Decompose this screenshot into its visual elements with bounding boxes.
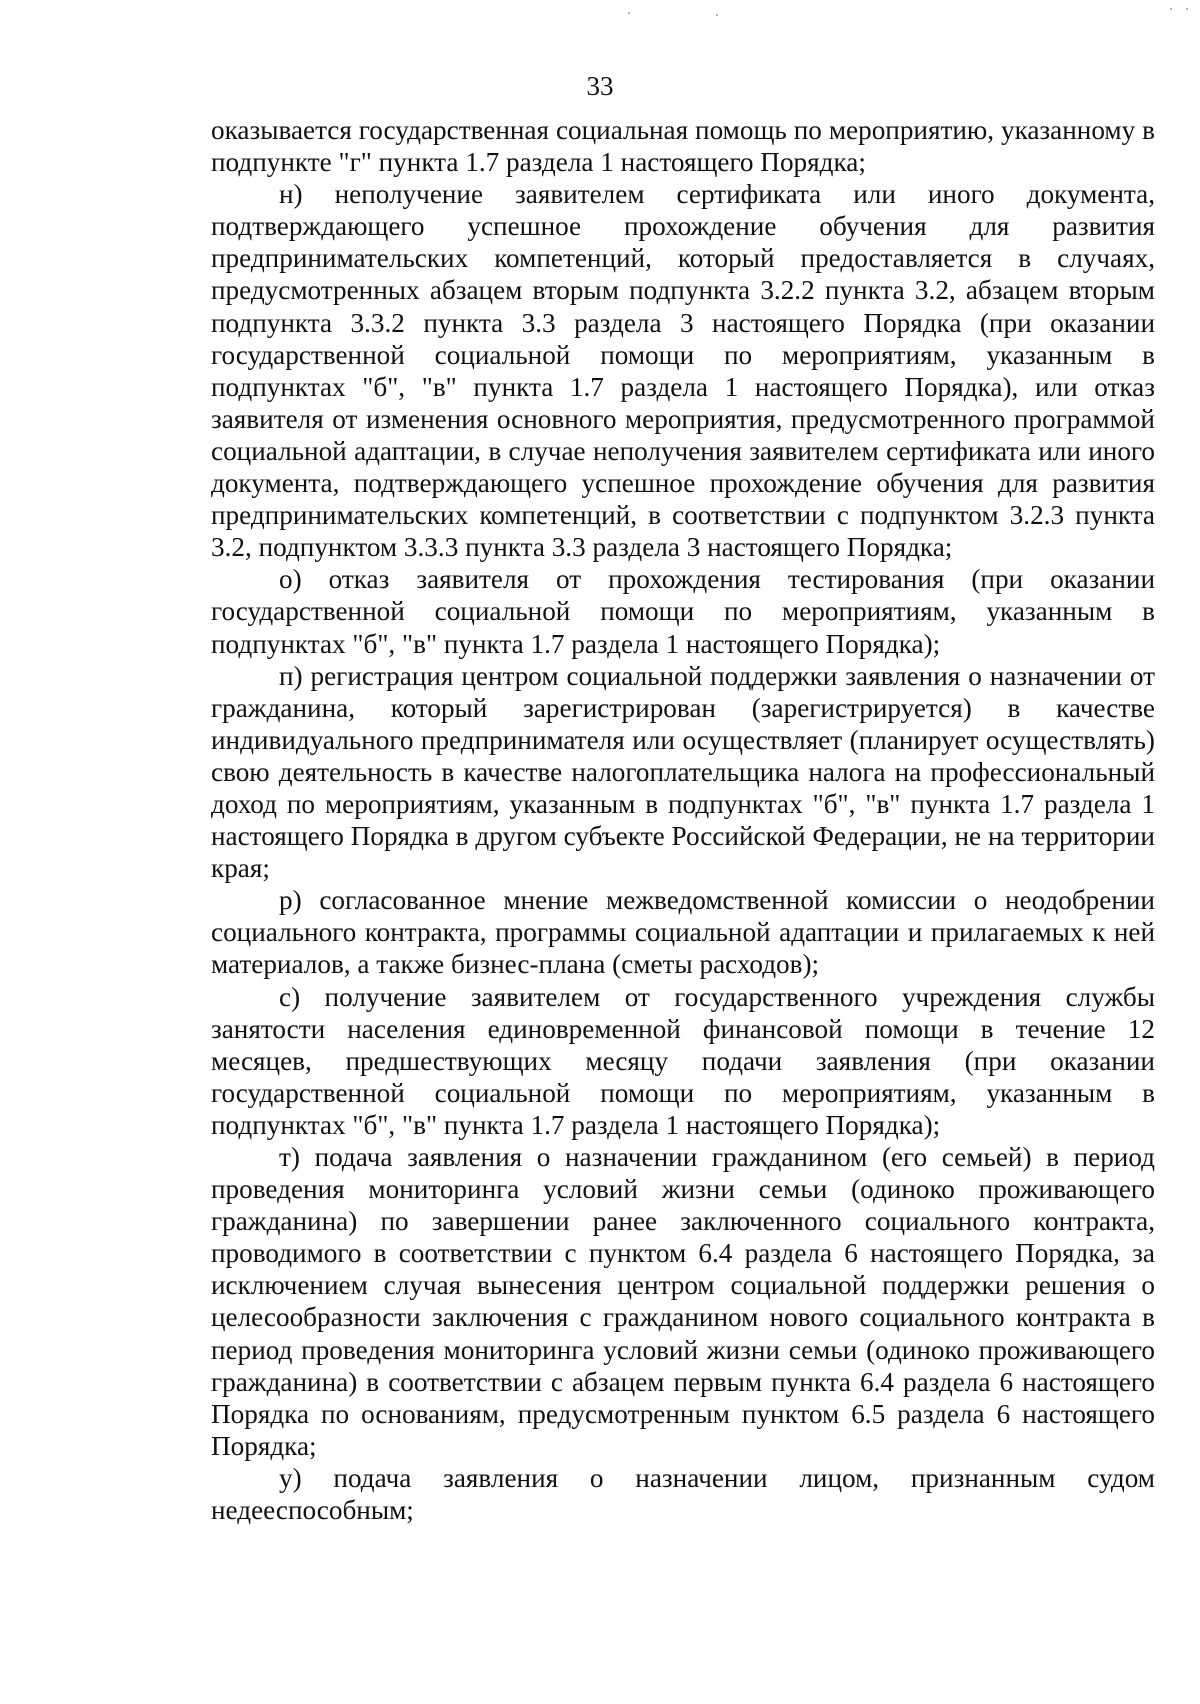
page-number: 33 xyxy=(586,71,614,101)
paragraph-continuation: оказывается государственная социальная помощь по мероприятию, указанному в подпункте "г" пункта 1.7 раздела 1 настоящего Порядка; xyxy=(211,115,1155,178)
scan-speck xyxy=(628,12,630,14)
paragraph-item-t: т) подача заявления о назначении гражданином (его семьей) в период проведения мониторинга условий жизни семьи (одиноко проживающего гражданина) по завершении ранее заключенного социального контракта, проводимого в соответствии с пунктом 6.4 раздела 6 настоящего Порядка, за исключением случая вынесения центром социальной поддержки решения о целесообразности заключения с гражданином нового социального контракта в период проведения мониторинга условий жизни семьи (одиноко проживающего гражданина) в соответствии с абзацем первым пункта 6.4 раздела 6 настоящего Порядка по основаниям, предусмотренным пунктом 6.5 раздела 6 настоящего Порядка; xyxy=(211,1142,1155,1461)
scan-speck xyxy=(716,14,718,16)
scan-speck xyxy=(1186,8,1188,10)
paragraph-item-s: с) получение заявителем от государственного учреждения службы занятости населения единовременной финансовой помощи в течение 12 месяцев, предшествующих месяцу подачи заявления (при оказании государственной социальной помощи по мероприятиям, указанным в подпунктах "б", "в" пункта 1.7 раздела 1 настоящего Порядка); xyxy=(211,981,1155,1140)
paragraph-item-n: н) неполучение заявителем сертификата или иного документа, подтверждающего успешное прохождение обучения для развития предпринимательских компетенций, который предоставляется в случаях, предусмотренных абзацем вторым подпункта 3.2.2 пункта 3.2, абзацем вторым подпункта 3.3.2 пункта 3.3 раздела 3 настоящего Порядка (при оказании государственной социальной помощи по мероприятиям, указанным в подпунктах "б", "в" пункта 1.7 раздела 1 настоящего Порядка), или отказ заявителя от изменения основного мероприятия, предусмотренного программой социальной адаптации, в случае неполучения заявителем сертификата или иного документа, подтверждающего успешное прохождение обучения для развития предпринимательских компетенций, в соответствии с подпунктом 3.2.3 пункта 3.2, подпунктом 3.3.3 пункта 3.3 раздела 3 настоящего Порядка; xyxy=(211,179,1155,563)
paragraph-item-u: у) подача заявления о назначении лицом, признанным судом недееспособным; xyxy=(211,1462,1155,1526)
scan-speck xyxy=(1170,8,1172,10)
paragraph-item-o: о) отказ заявителя от прохождения тестирования (при оказании государственной социальной помощи по мероприятиям, указанным в подпунктах "б", "в" пункта 1.7 раздела 1 настоящего Порядка); xyxy=(211,564,1155,659)
paragraph-item-r: р) согласованное мнение межведомственной комиссии о неодобрении социального контракта, программы социальной адаптации и прилагаемых к ней материалов, а также бизнес-плана (сметы расходов); xyxy=(211,885,1155,980)
paragraph-item-p: п) регистрация центром социальной поддержки заявления о назначении от гражданина, который зарегистрирован (зарегистрируется) в качестве индивидуального предпринимателя или осуществляет (планирует осуществлять) свою деятельность в качестве налогоплательщика налога на профессиональный доход по мероприятиям, указанным в подпунктах "б", "в" пункта 1.7 раздела 1 настоящего Порядка в другом субъекте Российской Федерации, не на территории края; xyxy=(211,660,1155,884)
document-body xyxy=(211,114,1155,1526)
